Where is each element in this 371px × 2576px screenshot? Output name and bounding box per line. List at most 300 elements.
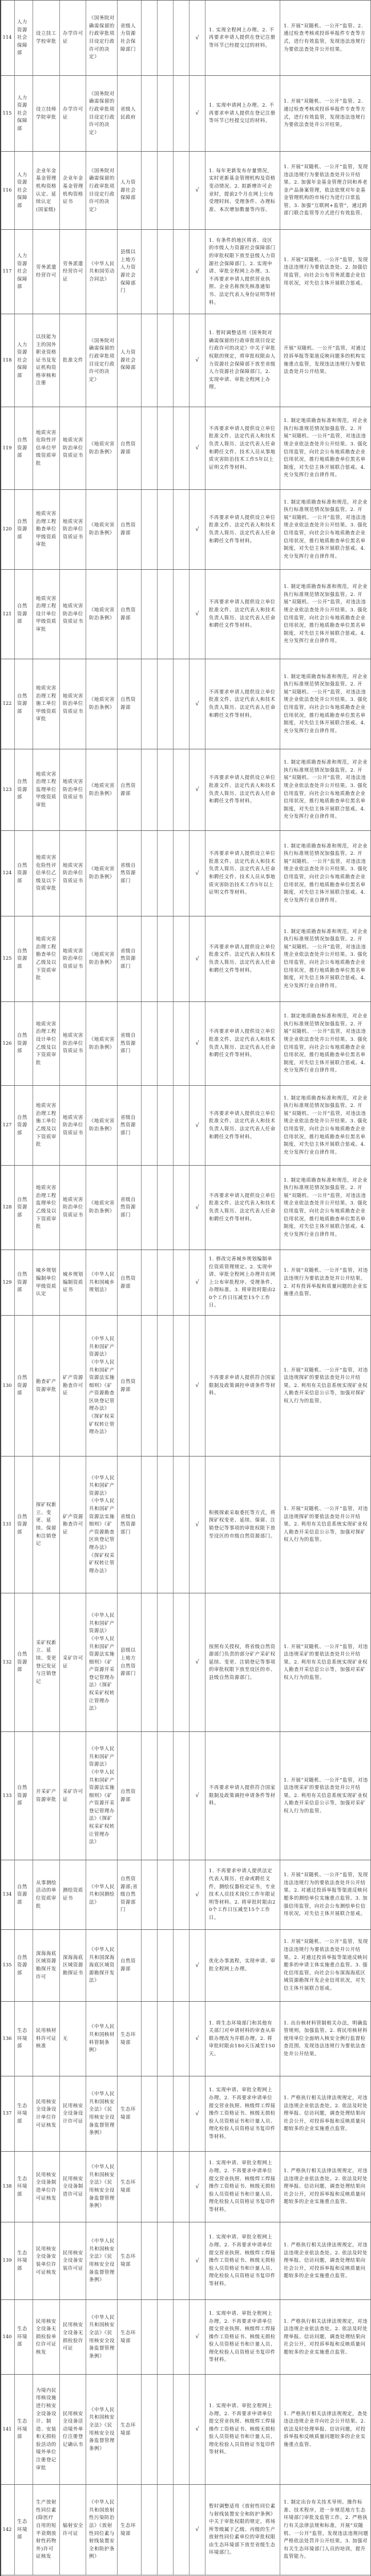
license-cell — [60, 569, 86, 659]
row-number-cell — [0, 1165, 15, 1250]
department-cell — [15, 749, 33, 830]
reform-mode-4-cell — [189, 2484, 205, 2575]
approval-item: 地质灾害治理工程监理单位乙级及以下资质审批 — [36, 1184, 57, 1230]
row-number: 133 — [2, 1792, 12, 1798]
row-number-cell — [0, 916, 15, 1001]
department-cell — [15, 75, 33, 151]
reform-mode-3-cell — [174, 229, 189, 314]
row-number: 140 — [2, 2333, 12, 2339]
department-cell — [15, 1315, 33, 1456]
approval-authority-cell — [118, 2484, 142, 2575]
row-divider — [0, 489, 371, 490]
reform-mode-4-cell — [189, 1250, 205, 1315]
row-number: 130 — [2, 1382, 12, 1388]
reform-measures: 暂时调整适用《放射性同位素与射线装置安全和防护条例》中关于审批权限的规定，将场所等级属于乙级、丙级的生产放射性同位素单位的审批权限由生态环境部下放至省级生态环境部门。 — [209, 2502, 276, 2555]
reform-mode-3-cell — [174, 2151, 189, 2222]
supervision-measures: 1. 制定地质勘查标准和规范，对企业执行标准规范情况加强监管。2. 开展“双随机、一公开”监管，对违法违规企业依法查处并公开结果。3. 强化信用监管，向社会公布地质勘查企业信用状况，推行地质勘查单位黑名单制度，对失信主体开展联合惩戒。4. 充分发挥行业自律作用。 — [284, 1013, 368, 1073]
supervision-measures-cell — [280, 75, 371, 151]
approval-item-cell — [33, 2151, 60, 2222]
approval-item-cell — [33, 151, 60, 229]
legal-basis-cell — [86, 659, 118, 749]
table-row — [0, 830, 371, 916]
row-number: 124 — [2, 870, 12, 876]
approval-item-cell — [33, 2484, 60, 2575]
table-row — [0, 75, 371, 151]
department-cell — [15, 489, 33, 569]
supervision-measures: 1. 开展“双随机、一公开”监管，对违法违规行为要依法查处并公开结果。2. 对有投诉举报和质量问题的企业实施重点监管。 — [284, 1267, 368, 1297]
license-cell — [60, 2374, 86, 2484]
reform-measures-cell — [205, 749, 280, 830]
supervision-measures: 1. 开展“双随机、一公开”监管，发现违法违规行为的要依法查处并公开结果。2. 对通过投诉举报等渠道反映问题多的测绘单位实施重点监管。3. 加强信用监管，向社会公布测绘单位信用状况，对失信主体开展联合惩戒。 — [284, 1872, 368, 1917]
department: 生态环境部 — [17, 2326, 27, 2347]
check-mark-icon: √ — [195, 2183, 199, 2190]
department-cell — [15, 1085, 33, 1165]
legal-basis-cell — [86, 830, 118, 916]
supervision-measures: 1. 制定出台有关技术导则、操作标准、技术程序，进一步规范地方生态环境部门审批及监管工作。2. 严格执行有关法律法规和标准，开展“双随机、一公开”监管，发现违法违规问题严格依法处罚并公开结果。3. 加强对有关生态环境部门人员的培训，提升监管能力。 — [284, 2499, 369, 2559]
row-number-cell — [0, 1250, 15, 1315]
reform-measures-cell — [205, 1593, 280, 1731]
reform-measures-cell — [205, 407, 280, 489]
department: 生态环境部 — [17, 2027, 27, 2049]
reform-measures: 1. 实现申请网上办理。2. 不再要求申请人提供在登记注册等环节已经提交过的材料。 — [209, 102, 276, 124]
approval-item: 地质灾害治理工程勘查单位甲级资质审批 — [36, 510, 57, 547]
reform-measures: 不再要求申请人提供设立单位批准文件、法定代表人和技术负责人简历、法定代表人任命和聘任文件、技术人员从事地质灾害防治技术工作5年以上证明文件等材料。 — [209, 425, 276, 470]
legal-basis: 《中华人民共和国矿产资源法》《中华人民共和国矿产资源法实施细则》《矿产资源勘查区块登记管理办法》《探矿权采矿权转让管理办法》 — [89, 1336, 115, 1435]
table-row — [0, 407, 371, 489]
reform-mode-3-cell — [174, 1315, 189, 1456]
legal-basis-cell — [86, 2001, 118, 2076]
supervision-measures-cell — [280, 569, 371, 659]
approval-authority-cell — [118, 1165, 142, 1250]
row-divider — [0, 2151, 371, 2152]
license-name: 无 — [63, 2035, 68, 2041]
department: 自然资源部 — [17, 1196, 27, 1218]
license-cell — [60, 229, 86, 314]
supervision-measures-cell — [280, 151, 371, 229]
reform-measures: 1. 有条件的地区将省、设区的市级人力资源社会保障部门的审批权限下放至县级人力资源社会保障部门。2. 实现申请、审批全程网上办理。3. 不再要求申请人提供营业执照、企业名称预先核准通知书、法定代表人身份证明等材料。 — [209, 237, 276, 305]
supervision-measures-cell — [280, 2299, 371, 2374]
approval-authority: 自然资源部 — [120, 696, 136, 710]
approval-authority-cell — [118, 1085, 142, 1165]
check-mark-icon: √ — [195, 1521, 199, 1528]
row-number-cell — [0, 749, 15, 830]
department-cell — [15, 1929, 33, 2001]
reform-mode-2-cell — [158, 75, 174, 151]
legal-basis-cell — [86, 1250, 118, 1315]
check-mark-icon: √ — [195, 1792, 199, 1799]
reform-mode-1-cell — [142, 1929, 158, 2001]
reform-measures: 1. 每年更新发布存量情况，实时更新基金管理机构及资格变动情况。2. 拟新增许可企业时，提前2个月在网上公布受理时间、受理条件、办理标准、本次增加数量等内容。 — [209, 167, 276, 212]
table-row — [0, 1165, 371, 1250]
row-number: 135 — [2, 1962, 12, 1968]
reform-mode-2-cell — [158, 314, 174, 407]
legal-basis: 《地质灾害防治条例》 — [89, 1118, 115, 1131]
reform-mode-1-cell — [142, 2076, 158, 2151]
reform-mode-4-cell — [189, 1315, 205, 1456]
license-name: 批准文件 — [63, 356, 83, 363]
license-cell — [60, 2484, 86, 2575]
department: 人力资源社会保障部 — [17, 171, 27, 208]
table-row — [0, 659, 371, 749]
reform-measures-cell — [205, 0, 280, 75]
table-row — [0, 2222, 371, 2299]
approval-item-cell — [33, 569, 60, 659]
legal-basis-cell — [86, 1929, 118, 2001]
supervision-measures-cell — [280, 229, 371, 314]
license-name: 测绘资质证书 — [63, 1887, 83, 1901]
table-row — [0, 1929, 371, 2001]
department: 自然资源部 — [17, 518, 27, 539]
department-cell — [15, 1860, 33, 1929]
row-number: 131 — [2, 1521, 12, 1527]
license-name: 地质灾害防治单位资质证书 — [63, 1032, 83, 1054]
reform-mode-1-cell — [142, 916, 158, 1001]
supervision-measures: 1. 严格执行相关法律法规规定，查处违法违规企业并向社会公开结果。2. 依法及时处理举报、信访问题，对投诉举报和反映质量问题较多的企业实施重点监管。 — [284, 2410, 368, 2447]
approval-authority: 生态环境部 — [120, 2106, 136, 2120]
approval-item: 深海海底区域资源勘探开发许可 — [36, 1950, 57, 1979]
approval-item: 从事测绘活动的单位资质审批 — [36, 1879, 57, 1909]
table-row — [0, 1731, 371, 1860]
approval-item-cell — [33, 1250, 60, 1315]
supervision-measures: 1. 制定地质勘查标准和规范，对企业执行标准规范情况加强监管。2. 开展“双随机、一公开”监管，对违法违规企业依法查处并公开结果。3. 强化信用监管，向社会公布地质勘查企业信用状况，推行地质勘查单位黑名单制度，对失信主体开展联合惩戒。4. 充分发挥行业自律作用。 — [284, 583, 368, 644]
reform-mode-2-cell — [158, 659, 174, 749]
approval-item: 民用核安全设备无损检验单位许可证核发 — [36, 2318, 57, 2355]
legal-basis-cell — [86, 1593, 118, 1731]
legal-basis-cell — [86, 2222, 118, 2299]
approval-authority-cell — [118, 2151, 142, 2222]
check-mark-icon: √ — [195, 1040, 199, 1046]
legal-basis: 《中华人民共和国劳动合同法》 — [89, 260, 115, 282]
license-cell — [60, 2151, 86, 2222]
check-mark-icon: √ — [195, 2110, 199, 2117]
row-number: 137 — [2, 2110, 12, 2116]
approval-item-cell — [33, 659, 60, 749]
reform-mode-1-cell — [142, 1731, 158, 1860]
check-mark-icon: √ — [195, 2526, 199, 2533]
supervision-measures-cell — [280, 2484, 371, 2575]
license-cell — [60, 1001, 86, 1085]
reform-mode-1-cell — [142, 1001, 158, 1085]
check-mark-icon: √ — [195, 955, 199, 962]
license-name: 劳务派遣经营许可证 — [63, 260, 83, 282]
legal-basis-cell — [86, 2151, 118, 2222]
legal-basis-cell — [86, 151, 118, 229]
reform-mode-1-cell — [142, 2151, 158, 2222]
license-name: 民用核安全设备活动境外单位注册登记确认书 — [63, 2410, 83, 2447]
approval-authority: 省级人民政府 — [120, 106, 136, 120]
license-name: 办学许可证 — [63, 30, 83, 44]
approval-item: 民用核安全设备安装单位许可证核发 — [36, 2245, 57, 2275]
approval-authority-cell — [118, 830, 142, 916]
reform-mode-4-cell — [189, 1165, 205, 1250]
reform-mode-2-cell — [158, 151, 174, 229]
reform-mode-2-cell — [158, 2299, 174, 2374]
approval-authority: 省级人力资源社会保障部门 — [120, 22, 136, 52]
reform-mode-4-cell — [189, 916, 205, 1001]
legal-basis-cell — [86, 1001, 118, 1085]
row-divider — [0, 151, 371, 152]
reform-mode-3-cell — [174, 151, 189, 229]
reform-mode-1-cell — [142, 1315, 158, 1456]
table-row — [0, 2151, 371, 2222]
approval-authority-cell — [118, 1001, 142, 1085]
approval-item-cell — [33, 1593, 60, 1731]
approval-item: 以技能为主的国外职业资格证书及发证机构资格审核和注册 — [36, 333, 57, 386]
department: 人力资源社会保障部 — [17, 341, 27, 378]
approval-item-cell — [33, 75, 60, 151]
supervision-measures-cell — [280, 1593, 371, 1731]
license-cell — [60, 1165, 86, 1250]
department-cell — [15, 314, 33, 407]
approval-authority-cell — [118, 1929, 142, 2001]
row-number-cell — [0, 1731, 15, 1860]
approval-item-cell — [33, 916, 60, 1001]
approval-authority: 省级自然资源部门 — [120, 1196, 136, 1218]
supervision-measures: 1. 开展“双随机、一公开”监管，发现违法违规行为要依法查处并公开结果。2. 加强年金基金管理合同和养老金产品备案管理，依法依规对年金基金管理机构的市场行为进行日常监管。3. 加强“互联网+监管”，通过跨部门联合监管等方式进行有效监管。 — [284, 163, 368, 216]
reform-mode-3-cell — [174, 1929, 189, 2001]
supervision-measures: 1. 严格执行相关法律法规规定，对违法违规企业依法查处。2. 依法及时处理举报、信访问题，调查处理结果向社会公开，对投诉举报和反映质量问题较多的企业实施重点监管。 — [284, 2242, 368, 2279]
license-cell — [60, 314, 86, 407]
approval-authority: 县级以上地方自然资源部门 — [120, 1647, 136, 1677]
row-number-cell — [0, 0, 15, 75]
approval-authority-cell — [118, 407, 142, 489]
reform-mode-3-cell — [174, 2299, 189, 2374]
license-cell — [60, 2001, 86, 2076]
license-cell — [60, 1085, 86, 1165]
reform-mode-4-cell — [189, 1001, 205, 1085]
reform-measures-cell — [205, 569, 280, 659]
reform-mode-4-cell — [189, 569, 205, 659]
legal-basis-cell — [86, 2484, 118, 2575]
table-left-border — [0, 0, 1, 2576]
legal-basis-cell — [86, 916, 118, 1001]
approval-authority: 自然资源部 — [120, 522, 136, 536]
row-number: 142 — [2, 2526, 12, 2532]
reform-measures: 不再要求申请人提供设立单位批准文件、法定代表人和技术负责人简历、法定代表人任命和聘任文件等材料。 — [209, 599, 276, 628]
reform-mode-2-cell — [158, 2222, 174, 2299]
department-cell — [15, 659, 33, 749]
reform-mode-3-cell — [174, 659, 189, 749]
approval-item: 设立技工学校审批 — [36, 30, 57, 44]
approval-authority-cell — [118, 1731, 142, 1860]
legal-basis-cell — [86, 489, 118, 569]
approval-item-cell — [33, 1165, 60, 1250]
row-number-cell — [0, 1315, 15, 1456]
department-cell — [15, 229, 33, 314]
table-row — [0, 569, 371, 659]
reform-mode-1-cell — [142, 407, 158, 489]
reform-measures: 1. 修改完善城乡规划编制单位资质管理规定。2. 实现申请、审批全程网上办理并在网上公布审批程序、受理条件、办理标准。3. 将审批时限由20个工作日压减至15个工作日。 — [209, 1255, 276, 1308]
approval-authority: 生态环境部 — [120, 2253, 136, 2267]
reform-measures-cell — [205, 916, 280, 1001]
license-name: 矿产资源勘查许可证 — [63, 1374, 83, 1396]
reform-mode-4-cell — [189, 1085, 205, 1165]
approval-item: 民用核安全设备制造单位许可证核发 — [36, 2171, 57, 2201]
approval-item: 开采矿产资源审批 — [36, 1788, 57, 1802]
legal-basis: 《中华人民共和国核安全法》《民用核安全设备监督管理条例》 — [89, 2314, 115, 2359]
table-row — [0, 2001, 371, 2076]
approval-item-cell — [33, 830, 60, 916]
row-number-cell — [0, 489, 15, 569]
legal-basis: 《中华人民共和国矿产资源法》《中华人民共和国矿产资源法实施细则》《矿产资源勘查区块登记管理办法》《探矿权采矿权转让管理办法》 — [89, 1474, 115, 1573]
check-mark-icon: √ — [195, 2035, 199, 2042]
reform-measures: 不再要求申请人提供设立单位批准文件、法定代表人和技术负责人简历、法定代表人任命和聘任文件等材料。 — [209, 774, 276, 804]
reform-measures: 不再要求申请人提供设立单位批准文件、法定代表人和技术负责人简历、法定代表人任命和聘任文件等材料。 — [209, 1110, 276, 1139]
reform-mode-3-cell — [174, 75, 189, 151]
reform-mode-4-cell — [189, 2222, 205, 2299]
approval-authority: 省级自然资源部门 — [120, 1513, 136, 1535]
reform-mode-1-cell — [142, 0, 158, 75]
license-name: 地质灾害防治单位资质证书 — [63, 692, 83, 714]
approval-item-cell — [33, 407, 60, 489]
table-row — [0, 1315, 371, 1456]
approval-item: 地质灾害治理工程勘查单位乙级及以下资质审批 — [36, 936, 57, 981]
reform-mode-3-cell — [174, 1456, 189, 1593]
approval-authority-cell — [118, 659, 142, 749]
table-row — [0, 2374, 371, 2484]
supervision-measures: 1. 制定地质勘查标准和规范，对企业执行标准规范情况加强监管。2. 开展“双随机、一公开”监管，对违法违规企业依法查处并公开结果。3. 强化信用监管，向社会公布地质勘查企业信用状况，推行地质勘查单位黑名单制度，对失信主体开展联合惩戒。4. 充分发挥行业自律作用。 — [284, 1094, 368, 1155]
check-mark-icon: √ — [195, 2426, 199, 2432]
license-cell — [60, 659, 86, 749]
approval-authority-cell — [118, 489, 142, 569]
row-divider — [0, 1001, 371, 1002]
department-cell — [15, 2001, 33, 2076]
reform-measures: 1. 实现全程网上办理。2. 不再要求申请人提供在登记注册等环节已经提交过的材料。 — [209, 26, 276, 48]
reform-mode-1-cell — [142, 2374, 158, 2484]
legal-basis-cell — [86, 1860, 118, 1929]
supervision-measures: 1. 开展“双随机、一公开”监管，对违法违规探矿的要依法查处并公开结果。2. 利用有关信息系统实现矿业权人勘查开采信息公示等，加强对探矿权人行为的监管。 — [284, 1506, 368, 1543]
license-cell — [60, 2222, 86, 2299]
reform-mode-3-cell — [174, 1250, 189, 1315]
row-number: 134 — [2, 1891, 12, 1897]
reform-measures-cell — [205, 1731, 280, 1860]
reform-mode-2-cell — [158, 229, 174, 314]
approval-authority-cell — [118, 2374, 142, 2484]
approval-authority-cell — [118, 314, 142, 407]
department-cell — [15, 2299, 33, 2374]
license-cell — [60, 1315, 86, 1456]
supervision-measures-cell — [280, 1315, 371, 1456]
legal-basis: 《中华人民共和国核安全法》《民用核安全设备监督管理条例》 — [89, 2164, 115, 2209]
approval-item-cell — [33, 489, 60, 569]
department-cell — [15, 916, 33, 1001]
reform-measures-cell — [205, 830, 280, 916]
reform-mode-1-cell — [142, 2001, 158, 2076]
approval-item-cell — [33, 2001, 60, 2076]
check-mark-icon: √ — [195, 1891, 199, 1898]
reform-measures-cell — [205, 1929, 280, 2001]
reform-measures: 按照有关授权，将省级自然资源部门负责的部分矿产采矿权延续、变更、注销登记等事项的审批权限下放至设区的市、县级自然资源部门。 — [209, 1643, 276, 1680]
reform-mode-4-cell — [189, 1929, 205, 2001]
row-number-cell — [0, 75, 15, 151]
supervision-measures-cell — [280, 1001, 371, 1085]
department: 自然资源部 — [17, 1114, 27, 1135]
row-divider — [0, 1085, 371, 1086]
department: 自然资源部 — [17, 947, 27, 969]
reform-mode-4-cell — [189, 2299, 205, 2374]
reform-measures-cell — [205, 1085, 280, 1165]
row-number: 114 — [2, 34, 12, 40]
reform-mode-1-cell — [142, 1165, 158, 1250]
department-cell — [15, 1001, 33, 1085]
row-divider — [0, 569, 371, 570]
approval-authority-cell — [118, 569, 142, 659]
reform-mode-4-cell — [189, 1456, 205, 1593]
reform-mode-4-cell — [189, 0, 205, 75]
supervision-measures-cell — [280, 314, 371, 407]
reform-mode-2-cell — [158, 569, 174, 659]
legal-basis-cell — [86, 2299, 118, 2374]
reform-mode-3-cell — [174, 2222, 189, 2299]
approval-authority-cell — [118, 75, 142, 151]
supervision-measures-cell — [280, 2001, 371, 2076]
license-name: 城乡规划编制资质证书 — [63, 1271, 83, 1293]
reform-measures: 不再要求申请人提供设立单位批准文件、法定代表人和技术负责人简历、法定代表人任命和聘任文件等材料。 — [209, 688, 276, 718]
approval-item: 民用核安全设备设计单位许可证核发 — [36, 2098, 57, 2128]
legal-basis: 《中华人民共和国放射性污染防治法》《放射性同位素与射线装置安全和防护条例》 — [89, 2499, 115, 2559]
approval-authority: 生态环境部 — [120, 2179, 136, 2193]
reform-measures: 积极探索采取委托等方式，将探矿权变更、延续、保留、注销登记等事项的审批权限下放至设区的市级自然资源部门。 — [209, 1509, 276, 1539]
reform-mode-2-cell — [158, 1001, 174, 1085]
supervision-measures: 1. 制定地质勘查标准和规范，对企业执行标准规范情况加强监管。2. 开展“双随机、一公开”监管，对违法违规企业依法查处并公开结果。3. 强化信用监管，向社会公布地质勘查企业信用状况，推行地质勘查单位黑名单制度，对失信主体开展联合惩戒。4. 充分发挥行业自律作用。 — [284, 928, 368, 988]
department: 自然资源部 — [17, 1513, 27, 1535]
department: 自然资源部 — [17, 437, 27, 459]
check-mark-icon: √ — [195, 268, 199, 275]
reform-measures-cell — [205, 1860, 280, 1929]
row-number: 118 — [2, 356, 12, 363]
row-number-cell — [0, 2001, 15, 2076]
table-row — [0, 1860, 371, 1929]
approval-item: 勘查矿产资源审批 — [36, 1378, 57, 1392]
row-number-cell — [0, 1085, 15, 1165]
table-row — [0, 916, 371, 1001]
department: 自然资源部 — [17, 1784, 27, 1806]
reform-mode-4-cell — [189, 659, 205, 749]
license-name: 地质灾害防治单位资质证书 — [63, 778, 83, 800]
check-mark-icon: √ — [195, 1659, 199, 1665]
department: 生态环境部 — [17, 2249, 27, 2271]
department-cell — [15, 2076, 33, 2151]
reform-mode-4-cell — [189, 749, 205, 830]
reform-measures: 不再要求申请人提供设立单位批准文件、法定代表人和技术负责人简历、法定代表人任命和聘任文件等材料。 — [209, 1192, 276, 1222]
supervision-measures-cell — [280, 407, 371, 489]
supervision-measures: 1. 制定地质勘查标准和规范，对企业执行标准规范情况加强监管。2. 开展“双随机、一公开”监管，对违法违规企业依法查处并公开结果。3. 强化信用监管，向社会公布地质勘查企业信用状况，推行地质勘查单位黑名单制度，对失信主体开展联合惩戒。4. 充分发挥行业自律作用。 — [284, 1177, 368, 1237]
row-divider — [0, 2001, 371, 2002]
department: 自然资源部 — [17, 603, 27, 624]
row-number-cell — [0, 229, 15, 314]
legal-basis: 《地质灾害防治条例》 — [89, 606, 115, 620]
supervision-measures: 1. 开展“双随机、一公开”监管，对违法违规采矿的要依法查处并公开结果。2. 利用有关信息系统实现矿业权人勘查开采信息公示等，加强对采矿权人行为的监管。 — [284, 1643, 368, 1680]
approval-authority-cell — [118, 0, 142, 75]
reform-measures: 1. 将生态环境部门和其他有关部门对申请材料的审查从串联办理改为并联办理。2. 将审批时限由180天压减至150天。 — [209, 2019, 276, 2056]
reform-mode-2-cell — [158, 749, 174, 830]
approval-authority: 自然资源部 — [120, 440, 136, 455]
approval-authority-cell — [118, 1315, 142, 1456]
department-cell — [15, 2374, 33, 2484]
reform-mode-3-cell — [174, 2001, 189, 2076]
approval-item: 地质灾害治理工程施工单位乙级及以下资质审批 — [36, 1102, 57, 1147]
reform-mode-2-cell — [158, 2076, 174, 2151]
approval-item: 地质灾害危险性评估单位乙级及以下资质审批 — [36, 854, 57, 891]
legal-basis-cell — [86, 2374, 118, 2484]
approval-item: 地质灾害治理工程施工单位甲级资质审批 — [36, 685, 57, 722]
row-number: 138 — [2, 2183, 12, 2189]
row-divider — [0, 1315, 371, 1316]
supervision-measures: 开展“双随机、一公开”监管，对通过投诉举报等渠道反映问题多的机构实施重点监管，发现违法违规行为要依法查处并公开结果。 — [284, 345, 366, 375]
approval-item-cell — [33, 1085, 60, 1165]
reform-measures: 1. 不再要求申请人提供法定代表人简历、任命或聘任文件，测绘仪器检定证书，专业技术人员技术岗位工作年限证明等材料。2. 将审批时限由20个工作日压减至15个工作日。 — [209, 1868, 276, 1920]
legal-basis-cell — [86, 75, 118, 151]
